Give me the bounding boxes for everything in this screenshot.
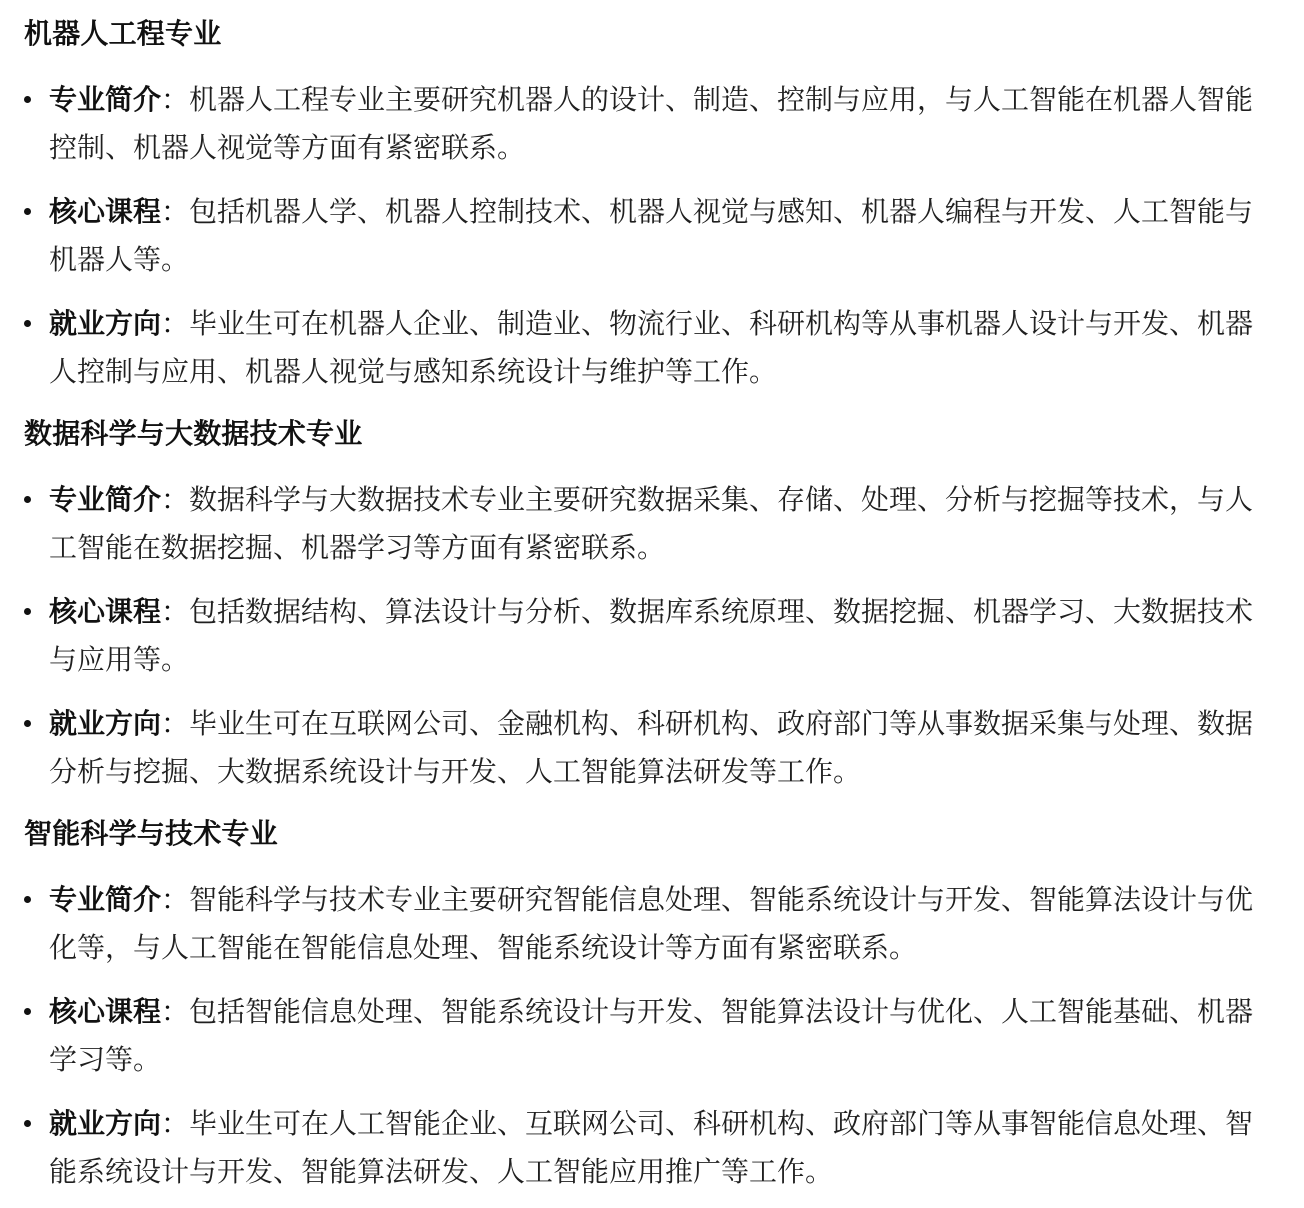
list-item-text — [49, 700, 1264, 796]
item-content: 机器人工程专业主要研究机器人的设计、制造、控制与应用，与人工智能在机器人智能控制、机器人视觉等方面有紧密联系。 — [49, 83, 1254, 164]
list-item-robotics-intro — [24, 76, 1264, 172]
list-item-data-science-courses — [24, 588, 1264, 684]
list-item-intelligence-intro — [24, 876, 1264, 972]
list-item-text — [49, 988, 1264, 1084]
item-separator: ： — [161, 707, 190, 740]
item-content: 数据科学与大数据技术专业主要研究数据采集、存储、处理、分析与挖掘等技术，与人工智能在数据挖掘、机器学习等方面有紧密联系。 — [49, 483, 1254, 564]
item-content: 毕业生可在互联网公司、金融机构、科研机构、政府部门等从事数据采集与处理、数据分析与挖掘、大数据系统设计与开发、人工智能算法研发等工作。 — [49, 707, 1254, 788]
item-label: 就业方向 — [49, 707, 162, 740]
bullet-icon — [24, 608, 31, 615]
item-separator: ： — [161, 883, 190, 916]
list-item-data-science-intro — [24, 476, 1264, 572]
list-item-data-science-careers — [24, 700, 1264, 796]
item-separator: ： — [161, 995, 190, 1028]
bullet-icon — [24, 320, 31, 327]
list-item-intelligence-courses — [24, 988, 1264, 1084]
item-label: 就业方向 — [49, 1107, 162, 1140]
item-label: 专业简介 — [49, 483, 162, 516]
item-separator: ： — [161, 483, 190, 516]
item-label: 核心课程 — [49, 195, 162, 228]
item-content: 毕业生可在机器人企业、制造业、物流行业、科研机构等从事机器人设计与开发、机器人控制与应用、机器人视觉与感知系统设计与维护等工作。 — [49, 307, 1254, 388]
bullet-icon — [24, 496, 31, 503]
list-item-text — [49, 476, 1264, 572]
list-item-robotics-courses — [24, 188, 1264, 284]
item-content: 包括数据结构、算法设计与分析、数据库系统原理、数据挖掘、机器学习、大数据技术与应用等。 — [49, 595, 1254, 676]
bullet-icon — [24, 720, 31, 727]
item-separator: ： — [161, 1107, 190, 1140]
list-item-intelligence-careers — [24, 1100, 1264, 1196]
item-content: 包括机器人学、机器人控制技术、机器人视觉与感知、机器人编程与开发、人工智能与机器人等。 — [49, 195, 1254, 276]
item-label: 专业简介 — [49, 83, 162, 116]
bullet-icon — [24, 896, 31, 903]
item-label: 专业简介 — [49, 883, 162, 916]
list-item-text — [49, 588, 1264, 684]
list-item-robotics-careers — [24, 300, 1264, 396]
bullet-icon — [24, 96, 31, 103]
section-title-data-science: 数据科学与大数据技术专业 — [24, 417, 363, 450]
item-content: 毕业生可在人工智能企业、互联网公司、科研机构、政府部门等从事智能信息处理、智能系统设计与开发、智能算法研发、人工智能应用推广等工作。 — [49, 1107, 1254, 1188]
item-separator: ： — [161, 307, 190, 340]
item-separator: ： — [161, 595, 190, 628]
list-item-text — [49, 1100, 1264, 1196]
item-label: 核心课程 — [49, 995, 162, 1028]
item-label: 核心课程 — [49, 595, 162, 628]
bullet-icon — [24, 1008, 31, 1015]
item-content: 包括智能信息处理、智能系统设计与开发、智能算法设计与优化、人工智能基础、机器学习等。 — [49, 995, 1254, 1076]
item-separator: ： — [161, 195, 190, 228]
bullet-icon — [24, 1120, 31, 1127]
list-item-text — [49, 300, 1264, 396]
list-item-text — [49, 188, 1264, 284]
list-item-text — [49, 876, 1264, 972]
section-title-intelligence-science: 智能科学与技术专业 — [24, 817, 278, 850]
item-content: 智能科学与技术专业主要研究智能信息处理、智能系统设计与开发、智能算法设计与优化等，与人工智能在智能信息处理、智能系统设计等方面有紧密联系。 — [49, 883, 1254, 964]
item-label: 就业方向 — [49, 307, 162, 340]
section-title-robotics: 机器人工程专业 — [24, 17, 222, 50]
list-item-text — [49, 76, 1264, 172]
item-separator: ： — [161, 83, 190, 116]
bullet-icon — [24, 208, 31, 215]
